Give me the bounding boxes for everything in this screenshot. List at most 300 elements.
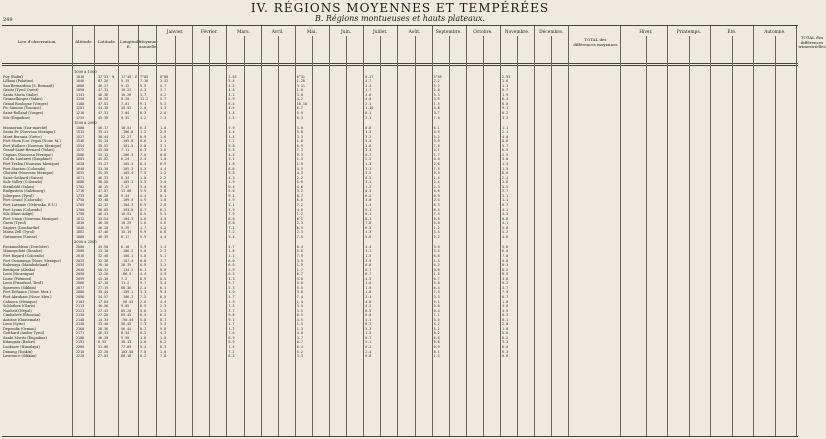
cell-value: 0.7 <box>502 88 509 93</box>
cell-value: 2.1 <box>502 130 509 135</box>
cell-value: 1216 <box>76 110 85 115</box>
cell-value: 4.1 <box>502 207 509 212</box>
cell-value: 6.2 <box>365 193 372 198</box>
cell-value: 6.4 <box>433 207 440 212</box>
cell-value: 4.3 <box>228 175 235 180</box>
cell-value: 2.93 <box>502 74 511 79</box>
cell-value: 6.3 <box>433 202 440 207</box>
cell-value: 7.8 <box>365 221 372 226</box>
col-header-mean: Moyenne annuelle. <box>139 39 158 49</box>
cell-value: 3.9 <box>433 97 440 102</box>
cell-value: 8.34 <box>121 175 130 180</box>
month-header: Mai. <box>306 30 317 35</box>
cell-value: 3.1 <box>365 180 372 185</box>
station-name: Leon (Nicaragua) <box>3 272 35 277</box>
cell-value: 45.02 <box>98 157 109 162</box>
cell-value: 1180 <box>76 101 85 106</box>
cell-value: 1586 <box>76 152 85 157</box>
col-header-total: TOTAL des différences moyennes <box>573 37 618 47</box>
cell-value: 2040 <box>76 267 85 272</box>
cell-value: 0°88 <box>160 74 169 79</box>
cell-value: 1.7 <box>160 258 167 263</box>
cell-value: 3.3 <box>365 148 372 153</box>
station-name: Schlothen (Glaris) <box>3 304 36 309</box>
cell-value: 6.5 <box>140 313 147 318</box>
cell-value: 4.6 <box>160 221 167 226</box>
cell-value: 7.6 <box>228 331 235 336</box>
cell-value: 7.3 <box>433 290 440 295</box>
cell-value: 1066 <box>76 83 85 88</box>
cell-value: 3.1 <box>365 115 372 120</box>
cell-value: 35.54 <box>98 216 109 221</box>
cell-value: 4.9 <box>502 308 509 313</box>
cell-value: 9.6 <box>160 184 167 189</box>
station-name: Lilliaia (Palatino) <box>3 79 34 84</box>
cell-value: 5.5 <box>502 184 509 189</box>
station-name: Meanorum (Gar-marché) <box>3 125 48 130</box>
cell-value: -101.5 <box>121 143 134 148</box>
cell-value: 8.6 <box>228 216 235 221</box>
cell-value: 1.5 <box>365 254 372 258</box>
station-name: Caguan (Nouveau Mexique) <box>3 152 53 157</box>
cell-value: 2.63 <box>228 74 237 79</box>
cell-value: 3.6 <box>433 244 440 249</box>
cell-value: 5.8 <box>296 130 303 135</box>
header-bottom-rule <box>2 63 798 64</box>
cell-value: 4.0 <box>365 299 372 304</box>
cell-value: 8.1 <box>365 110 372 115</box>
header-bottom-rule-2 <box>2 65 798 66</box>
cell-value: 6.0 <box>502 345 509 349</box>
cell-value: 7.9 <box>228 212 235 217</box>
cell-value: 4.4 <box>228 88 235 93</box>
month-header: Février. <box>200 30 218 35</box>
cell-value: 5.9 <box>140 234 147 239</box>
station-name: Cimbalvee (Bhoutan) <box>3 313 41 318</box>
cell-value: 46.34 <box>98 97 109 102</box>
cell-value: 27.19 <box>98 285 109 290</box>
cell-value: 7.3 <box>296 148 303 153</box>
cell-value: 2.3 <box>296 230 303 235</box>
cell-value: 4.0 <box>502 134 509 139</box>
cell-value: 3.0 <box>433 267 440 272</box>
cell-value: 4.3 <box>160 331 167 336</box>
cell-value: 7.0 <box>140 152 147 157</box>
station-name: Fort Grand (Colorado) <box>3 198 43 203</box>
cell-value: 5.5 <box>296 285 303 290</box>
cell-value: 1.6 <box>140 335 147 340</box>
month-header: Janvier. <box>166 30 184 35</box>
station-name: Danang (Tonkin) <box>3 349 33 354</box>
cell-value: 0.4 <box>433 308 440 313</box>
cell-value: 5.1 <box>502 340 509 345</box>
cell-value: 5.4 <box>365 139 372 144</box>
cell-value: 2034 <box>76 263 85 268</box>
cell-value: 4.6 <box>365 92 372 97</box>
cell-value: 0.17 <box>365 74 374 79</box>
cell-value: 30.13 <box>121 340 132 345</box>
cell-value: 6.0 <box>228 258 235 263</box>
cell-value: 46.29 <box>98 335 109 340</box>
cell-value: 1.5 <box>433 101 440 106</box>
cell-value: 87.26 <box>98 79 109 84</box>
cell-value: 46.39 <box>98 234 109 239</box>
cell-value: 9.6 <box>228 313 235 318</box>
cell-value: 7.0 <box>433 115 440 120</box>
cell-value: 1765 <box>76 202 85 207</box>
cell-value: 2.8 <box>160 110 167 115</box>
cell-value: 0.4 <box>296 244 303 249</box>
cell-value: 1.2 <box>160 171 167 176</box>
cell-value: 38.44 <box>98 134 109 139</box>
station-name: Fort Bayard (Colorado) <box>3 254 45 258</box>
station-name: Maria Zell (Tyrol) <box>3 230 35 235</box>
cell-value: 35.44 <box>98 290 109 295</box>
cell-value: 27.03 <box>98 354 109 359</box>
cell-value: 8.6 <box>228 166 235 171</box>
cell-value: 4.6 <box>296 184 303 189</box>
cell-value: 42.12 <box>98 202 109 207</box>
station-name: Santa Pe (Nouveau Mexique) <box>3 130 55 135</box>
table-top-rule <box>2 25 798 26</box>
station-name: Fort Defiance (Nouv. Mex.) <box>3 290 51 295</box>
cell-value: 0.9 <box>433 345 440 349</box>
cell-value: 9.29 <box>121 225 130 230</box>
cell-value: 4.6 <box>502 276 509 281</box>
cell-value: 32.48 <box>98 198 109 203</box>
cell-value: 4.2 <box>228 83 235 88</box>
season-header: Été. <box>727 30 737 35</box>
cell-value: 1862 <box>76 230 85 235</box>
cell-value: 1.2 <box>365 184 372 189</box>
cell-value: 8.1 <box>365 216 372 221</box>
cell-value: 0.2 <box>140 354 147 359</box>
cell-value: 1.0 <box>160 125 167 130</box>
station-name: Sils (Engadine) <box>3 115 31 120</box>
cell-value: 7.04 <box>121 110 130 115</box>
cell-value: 4.1 <box>365 317 372 322</box>
cell-value: 5.8 <box>140 317 147 322</box>
cell-value: 5.6 <box>228 189 235 194</box>
cell-value: 1090 <box>76 88 85 93</box>
section-label: 1000 à 1500 <box>74 70 97 74</box>
cell-value: -109.5 <box>121 198 134 203</box>
cell-value: 1.4 <box>228 110 235 115</box>
cell-value: 2096 <box>76 294 85 299</box>
cell-value: 1150 <box>76 97 85 102</box>
cell-value: 46.56 <box>98 304 109 309</box>
cell-value: 6.9 <box>160 162 167 166</box>
cell-value: 36.45 <box>121 322 132 327</box>
cell-value: 6.5 <box>502 148 509 153</box>
cell-value: 4.3 <box>296 171 303 176</box>
cell-value: 4.1 <box>502 221 509 226</box>
cell-value: 0.2 <box>140 331 147 336</box>
cell-value: 2.4 <box>433 180 440 185</box>
cell-value: 0.6 <box>140 139 147 144</box>
cell-value: 1.9 <box>228 299 235 304</box>
cell-value: 6.7 <box>365 272 372 277</box>
cell-value: 7.5 <box>228 304 235 309</box>
station-name: Mont Boronia (Grèce) <box>3 134 42 139</box>
table-row <box>0 354 800 359</box>
cell-value: 2.3 <box>296 221 303 226</box>
cell-value: 2.4 <box>502 175 509 180</box>
cell-value: 0.3 <box>140 148 147 153</box>
cell-value: 2148 <box>76 322 85 327</box>
cell-value: 1.1 <box>228 254 235 258</box>
cell-value: 1.4 <box>433 175 440 180</box>
cell-value: 5.9 <box>228 207 235 212</box>
cell-value: 0.2 <box>502 281 509 286</box>
cell-value: 1.9 <box>228 180 235 185</box>
cell-value: 6.0 <box>502 249 509 254</box>
cell-value: 8.6 <box>502 139 509 144</box>
station-name: Bredsjaw (Alaska) <box>3 267 36 272</box>
cell-value: 2180 <box>76 335 85 340</box>
month-header: Octobre. <box>473 30 493 35</box>
cell-value: 10.26 <box>121 92 132 97</box>
cell-value: 15.19 <box>121 230 132 235</box>
cell-value: 1554 <box>76 143 85 148</box>
cell-value: 47.51 <box>98 101 109 106</box>
cell-value: 3.5 <box>296 304 303 309</box>
cell-value: 6.2 <box>160 313 167 318</box>
cell-value: 1.6 <box>160 134 167 139</box>
cell-value: 1141 <box>76 92 85 97</box>
cell-value: 1.8 <box>160 198 167 203</box>
cell-value: 3.3 <box>296 354 303 359</box>
station-name: Lucknow (Himalaya) <box>3 345 40 349</box>
cell-value: 2016 <box>76 254 85 258</box>
section-label: 2000 à 2500 <box>74 240 97 245</box>
cell-value: 5.1 <box>160 254 167 258</box>
station-name: Kitangata (Bafort) <box>3 340 36 345</box>
cell-value: 17.04 <box>98 299 109 304</box>
cell-value: 3.7 <box>296 335 303 340</box>
cell-value: 3.7 <box>228 308 235 313</box>
cell-value: 4.2 <box>433 322 440 327</box>
station-name: Guttannen (Suisse) <box>3 234 38 239</box>
cell-value: 3.0 <box>296 290 303 295</box>
station-name: Fort Wallace (Nouveau Mexique) <box>3 143 62 148</box>
cell-value: 2.0 <box>502 322 509 327</box>
station-name: Fort Stanton (Colorado) <box>3 166 46 171</box>
cell-value: 3.4 <box>140 184 147 189</box>
cell-value: 3.7 <box>502 285 509 290</box>
cell-value: 3.5 <box>296 308 303 313</box>
cell-value: 6.0 <box>365 313 372 318</box>
cell-value: 9.1 <box>140 101 147 106</box>
cell-value: 6.8 <box>433 254 440 258</box>
station-name: Graitz (Tyrol Ouest) <box>3 88 39 93</box>
cell-value: 1546 <box>76 139 85 144</box>
cell-value: 1.7 <box>365 88 372 93</box>
cell-value: 4.0 <box>365 97 372 102</box>
cell-value: 46.41 <box>98 212 109 217</box>
cell-value: 2191 <box>76 340 85 345</box>
cell-value: 3.9 <box>433 139 440 144</box>
station-name: Fort Cummings (Nouv. Mexique) <box>3 258 61 263</box>
cell-value: 6.4 <box>228 101 235 106</box>
cell-value: 8.9 <box>140 276 147 281</box>
cell-value: 4.4 <box>228 152 235 157</box>
cell-value: 7.1 <box>228 225 235 230</box>
cell-value: 3.1 <box>365 166 372 171</box>
cell-value: 1.6 <box>502 326 509 331</box>
cell-value: 3.2 <box>160 263 167 268</box>
cell-value: 31.06 <box>98 345 109 349</box>
cell-value: 8.7 <box>365 322 372 327</box>
cell-value: 5.5 <box>433 317 440 322</box>
cell-value: 4.7 <box>160 83 167 88</box>
cell-value: 1.3 <box>160 308 167 313</box>
month-header: Juillet. <box>373 30 388 35</box>
cell-value: 9.12 <box>121 83 130 88</box>
cell-value: 3.11 <box>296 83 305 88</box>
cell-value: 6.4 <box>502 97 509 102</box>
cell-value: 9.7 <box>228 281 235 286</box>
cell-value: 1.5 <box>296 322 303 327</box>
cell-value: -106.2 <box>121 249 134 254</box>
cell-value: 5.6 <box>140 308 147 313</box>
cell-value: 5.2 <box>433 83 440 88</box>
cell-value: 9.1 <box>502 106 509 111</box>
cell-value: 2220 <box>76 354 85 359</box>
cell-value: 5.8 <box>502 225 509 230</box>
cell-value: 32.26 <box>98 258 109 263</box>
cell-value: 3°65 <box>433 74 442 79</box>
cell-value: 0.6 <box>160 230 167 235</box>
cell-value: 8.20 <box>121 97 130 102</box>
cell-value: 0.8 <box>502 216 509 221</box>
station-name: Sulz Valley (Colorado) <box>3 180 43 185</box>
cell-value: 2.1 <box>228 202 235 207</box>
cell-value: 17°49' E <box>121 74 138 79</box>
cell-value: 1.0 <box>140 175 147 180</box>
station-name: Nanheit (Népal) <box>3 308 32 313</box>
cell-value: 0.2 <box>502 110 509 115</box>
cell-value: 46.33 <box>98 331 109 336</box>
cell-value: 33.40 <box>98 322 109 327</box>
cell-value: 2121 <box>76 308 85 313</box>
cell-value: 2059 <box>76 276 85 281</box>
cell-value: 2.0 <box>140 340 147 345</box>
cell-value: 6.2 <box>160 207 167 212</box>
cell-value: 4.0 <box>296 207 303 212</box>
cell-value: 6.5 <box>296 225 303 230</box>
cell-value: 38.50 <box>98 180 109 185</box>
cell-value: 1.1 <box>502 83 509 88</box>
cell-value: 3.9 <box>140 244 147 249</box>
cell-value: 5.3 <box>160 322 167 327</box>
cell-value: 0.9 <box>140 134 147 139</box>
cell-value: 4.4 <box>140 272 147 277</box>
cell-value: 5.6 <box>296 249 303 254</box>
cell-value: 28.35 <box>121 263 132 268</box>
cell-value: 6.5 <box>160 294 167 299</box>
station-name: Grand-Saint-Bernard (Valais) <box>3 148 55 153</box>
cell-value: 1.0 <box>160 335 167 340</box>
cell-value: 6.5 <box>140 304 147 309</box>
cell-value: 6.3 <box>140 125 147 130</box>
cell-value: 1880 <box>76 234 85 239</box>
cell-value: 5.1 <box>365 340 372 345</box>
cell-value: 5.5 <box>228 148 235 153</box>
cell-value: 1.3 <box>365 230 372 235</box>
cell-value: 0.7 <box>502 294 509 299</box>
cell-value: 1603 <box>76 157 85 162</box>
cell-value: 5.0 <box>433 304 440 309</box>
cell-value: 2.2 <box>296 175 303 180</box>
cell-value: 2200 <box>76 345 85 349</box>
cell-value: 47.46 <box>98 230 109 235</box>
cell-value: 8.34 <box>121 331 130 336</box>
cell-value: 1.2 <box>140 130 147 135</box>
cell-value: 1780 <box>76 207 85 212</box>
cell-value: 2008 <box>76 249 85 254</box>
cell-value: 77.09 <box>121 345 132 349</box>
cell-value: 9.8 <box>228 143 235 148</box>
cell-value: -106.3 <box>121 152 134 157</box>
month-header: Avril. <box>271 30 284 35</box>
cell-value: 3.4 <box>228 130 235 135</box>
cell-value: 7.5 <box>433 212 440 217</box>
month-header: Novembre. <box>504 30 530 35</box>
season-header: Hiver. <box>639 30 653 35</box>
cell-value: 46.27 <box>98 83 109 88</box>
cell-value: 0.5 <box>140 212 147 217</box>
cell-value: 5.6 <box>365 234 372 239</box>
cell-value: 6.2 <box>365 345 372 349</box>
cell-value: 89.45 <box>121 313 132 318</box>
cell-value: 6.6 <box>296 198 303 203</box>
cell-value: 1.1 <box>502 198 509 203</box>
cell-value: 9.4 <box>160 290 167 295</box>
cell-value: 28.36 <box>98 326 109 331</box>
cell-value: 1.20 <box>296 79 305 84</box>
station-name: Santa Maria (Italie) <box>3 92 38 97</box>
cell-value: 8.2 <box>502 267 509 272</box>
station-name: Minnepoloté (Sinaloe) <box>3 249 43 254</box>
cell-value: 2103 <box>76 299 85 304</box>
cell-value: 45.50 <box>98 148 109 153</box>
station-name: Lawrence (Sikkim) <box>3 354 37 359</box>
cell-value: 3.1 <box>140 290 147 295</box>
cell-value: 3.2 <box>365 134 372 139</box>
cell-value: 1.6 <box>160 148 167 153</box>
cell-value: 5.9 <box>228 340 235 345</box>
cell-value: 2.8 <box>140 106 147 111</box>
cell-value: 4.4 <box>160 299 167 304</box>
cell-value: 1.8 <box>502 299 509 304</box>
cell-value: 4.2 <box>160 225 167 230</box>
cell-value: 1.0 <box>160 157 167 162</box>
cell-value: 2.6 <box>365 143 372 148</box>
cell-value: 5.3 <box>433 171 440 176</box>
cell-value: 4.5 <box>296 166 303 171</box>
cell-value: 6.6 <box>365 354 372 359</box>
cell-value: 1514 <box>76 130 85 135</box>
cell-value: 4.9 <box>228 198 235 203</box>
cell-value: 2171 <box>76 331 85 336</box>
cell-value: 1.9 <box>365 285 372 290</box>
cell-value: 4.0 <box>502 304 509 309</box>
station-name: Saint-Gothard (Suisse) <box>3 175 44 180</box>
cell-value: 4.5 <box>365 276 372 281</box>
cell-value: 6.2 <box>160 340 167 345</box>
cell-value: 7°85 <box>140 74 149 79</box>
